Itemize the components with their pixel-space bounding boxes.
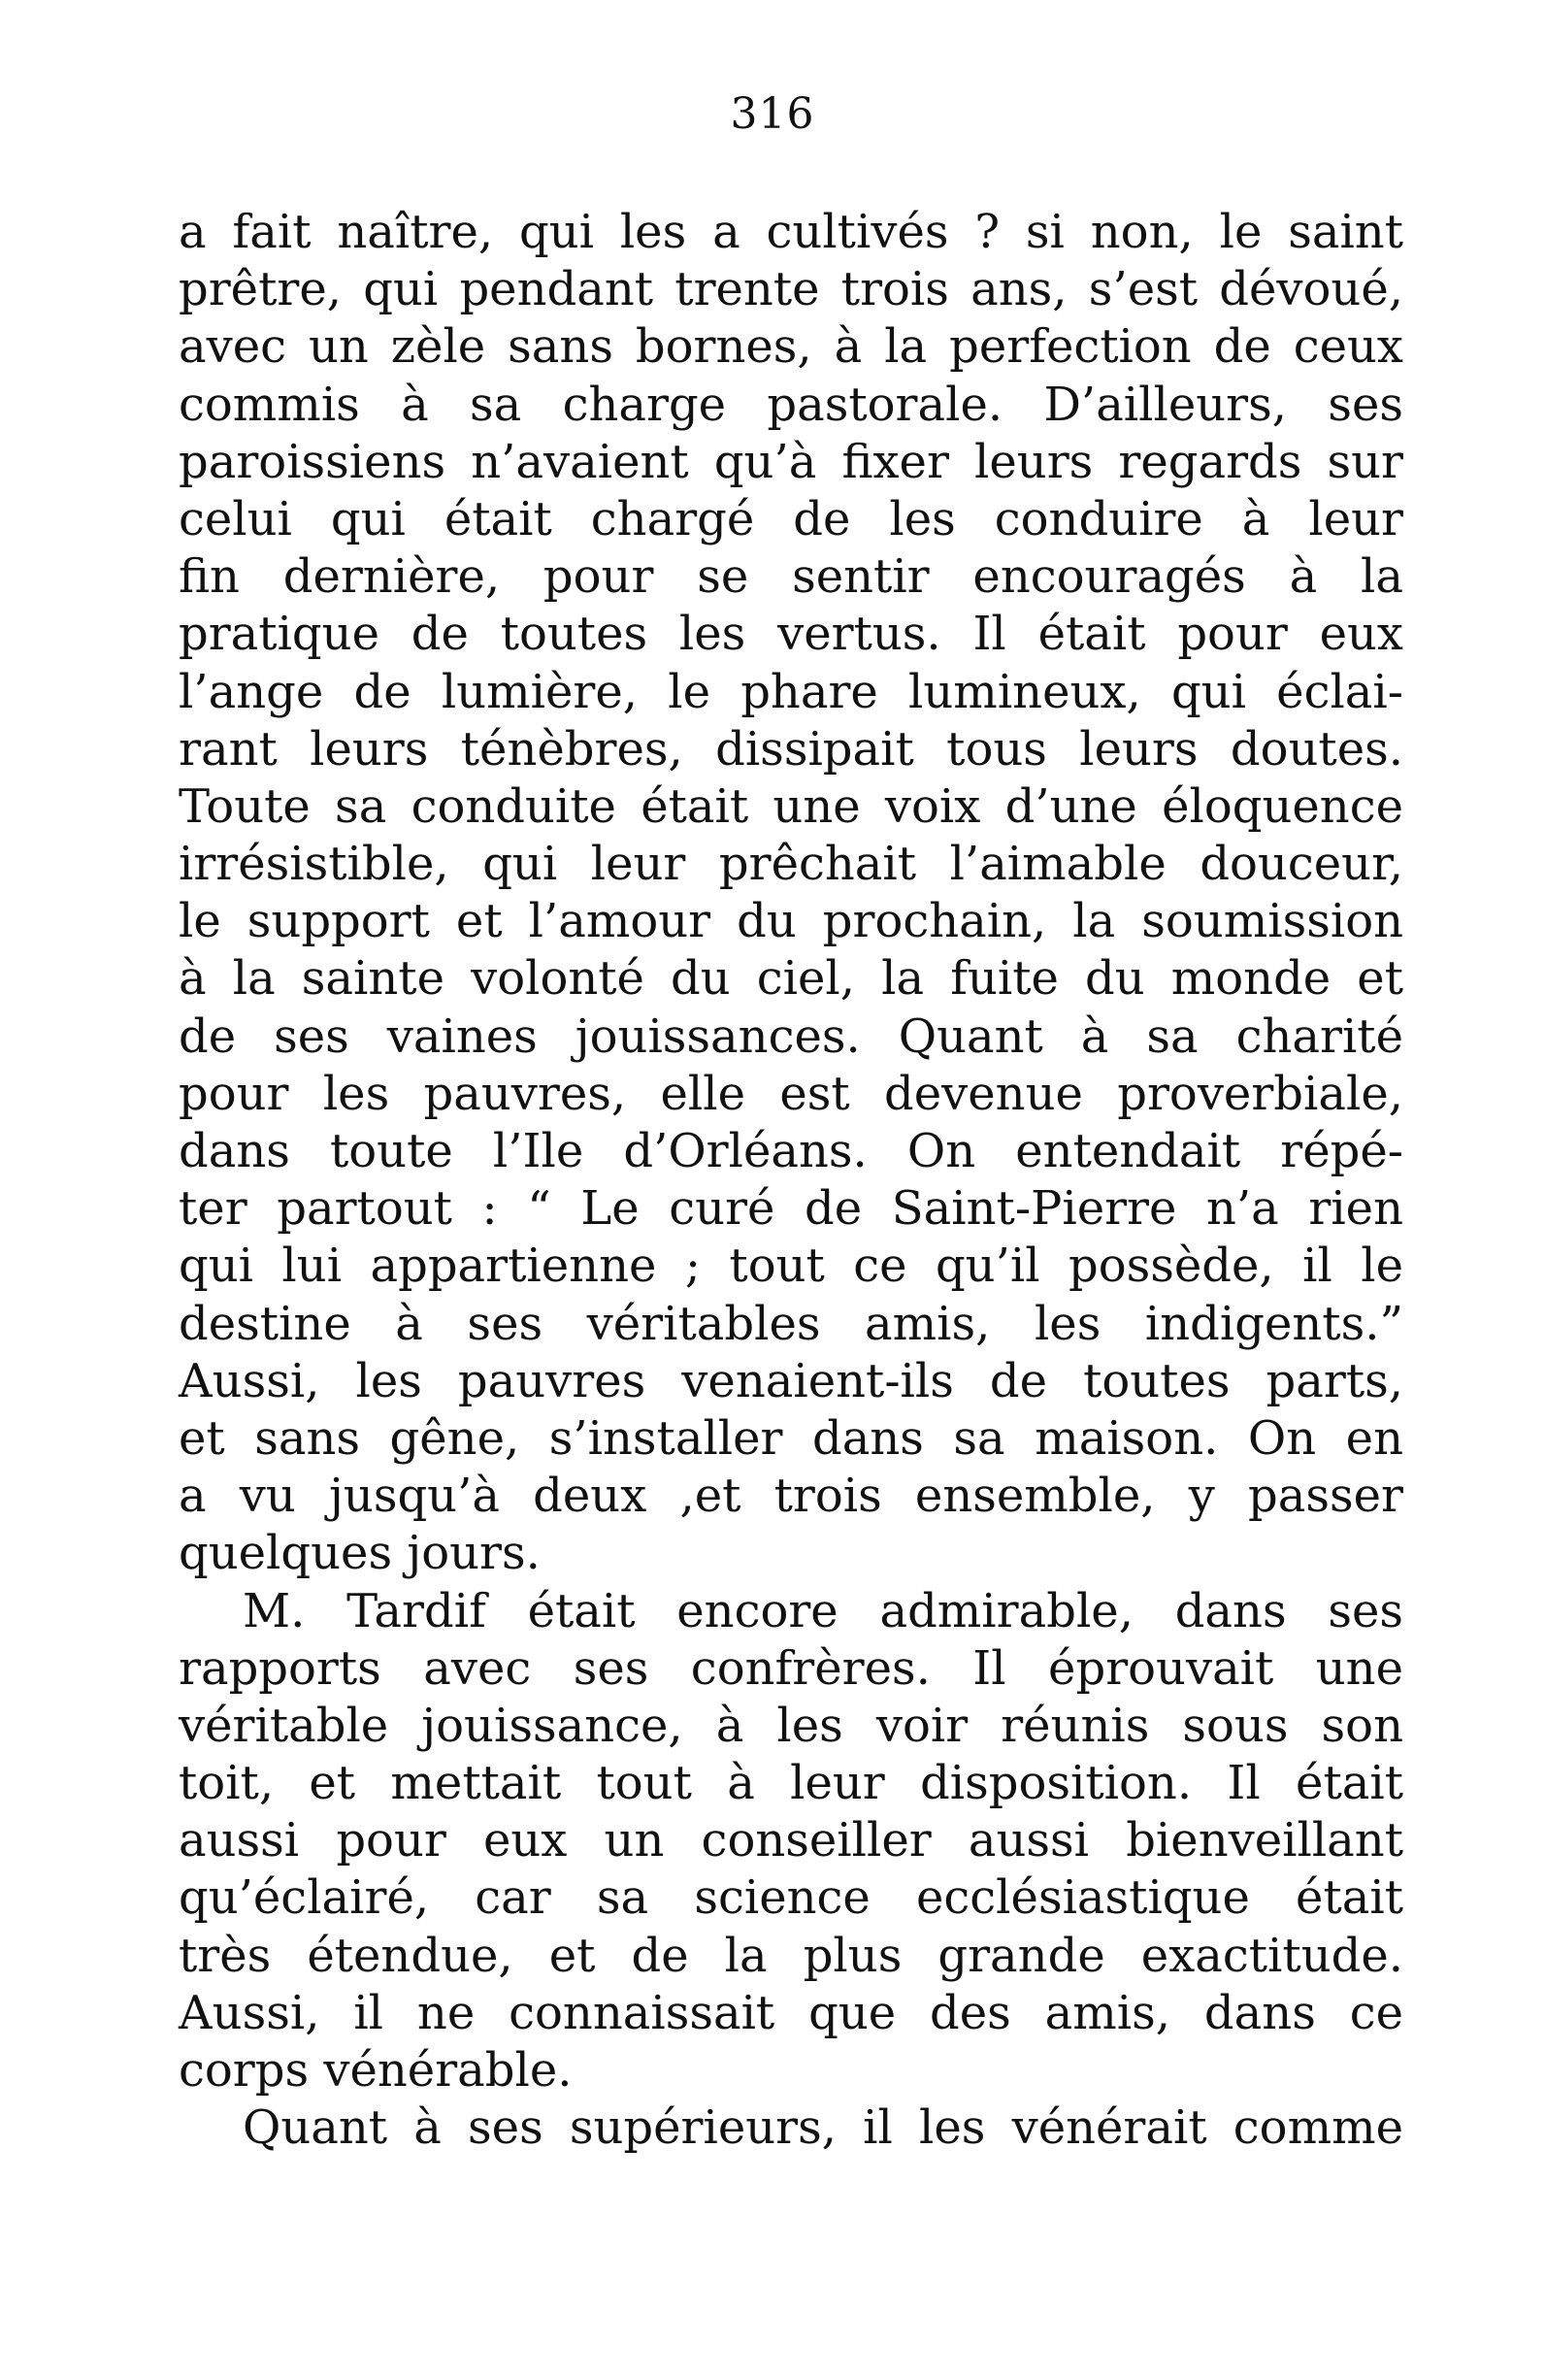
text-line: celui qui était chargé de les conduire à leur <box>179 491 1403 546</box>
text-line: fin dernière, pour se sentir encouragés à la <box>179 549 1403 605</box>
text-line: rant leurs ténèbres, dissipait tous leurs doutes. <box>179 721 1403 777</box>
text-line: paroissiens n’avaient qu’à fixer leurs regards sur <box>179 434 1403 489</box>
text-line: toit, et mettait tout à leur disposition. Il était <box>179 1756 1403 1811</box>
text-line: de ses vaines jouissances. Quant à sa charité <box>179 1008 1403 1064</box>
body-text <box>179 204 1403 2157</box>
text-line: avec un zèle sans bornes, à la perfection de ceux <box>179 319 1403 375</box>
page-number: 316 <box>730 89 815 139</box>
text-line: irrésistible, qui leur prêchait l’aimable douceur, <box>179 837 1403 892</box>
text-line: a fait naître, qui les a cultivés ? si non, le saint <box>179 205 1403 259</box>
text-line: véritable jouissance, à les voir réunis sous son <box>179 1698 1403 1753</box>
text-line: pratique de toutes les vertus. Il était pour eux <box>179 607 1403 662</box>
text-line: M. Tardif était encore admirable, dans ses <box>243 1583 1403 1638</box>
text-line: prêtre, qui pendant trente trois ans, s’est dévoué, <box>179 262 1403 317</box>
text-line: Aussi, il ne connaissait que des amis, dans ce <box>179 1985 1403 2040</box>
text-line: pour les pauvres, elle est devenue proverbiale, <box>179 1066 1403 1121</box>
text-line: rapports avec ses confrères. Il éprouvait une <box>179 1640 1403 1696</box>
text-line: Quant à ses supérieurs, il les vénérait comme <box>243 2100 1403 2156</box>
text-line: destine à ses véritables amis, les indigents.” <box>179 1296 1403 1351</box>
text-line: le support et l’amour du prochain, la soumission <box>179 894 1403 949</box>
text-line: corps vénérable. <box>179 2043 573 2098</box>
text-line: l’ange de lumière, le phare lumineux, qui éclai- <box>179 664 1403 719</box>
text-line: qu’éclairé, car sa science ecclésiastique était <box>179 1870 1403 1926</box>
text-line: dans toute l’Ile d’Orléans. On entendait répé- <box>179 1124 1403 1178</box>
text-line: et sans gêne, s’installer dans sa maison. On en <box>179 1410 1403 1466</box>
text-line: a vu jusqu’à deux ,et trois ensemble, y passer <box>179 1469 1403 1524</box>
text-line: Aussi, les pauvres venaient-ils de toutes parts, <box>179 1353 1403 1408</box>
text-line: très étendue, et de la plus grande exactitude. <box>179 1928 1403 1983</box>
text-line: commis à sa charge pastorale. D’ailleurs, ses <box>179 377 1403 432</box>
text-line: ter partout : “ Le curé de Saint-Pierre n’a rien <box>179 1181 1403 1237</box>
text-line: quelques jours. <box>179 1526 541 1581</box>
text-line: qui lui appartienne ; tout ce qu’il possède, il le <box>179 1239 1403 1294</box>
text-line: à la sainte volonté du ciel, la fuite du monde et <box>179 951 1403 1007</box>
text-line: Toute sa conduite était une voix d’une éloquence <box>179 778 1403 834</box>
text-line: aussi pour eux un conseiller aussi bienveillant <box>179 1813 1403 1868</box>
